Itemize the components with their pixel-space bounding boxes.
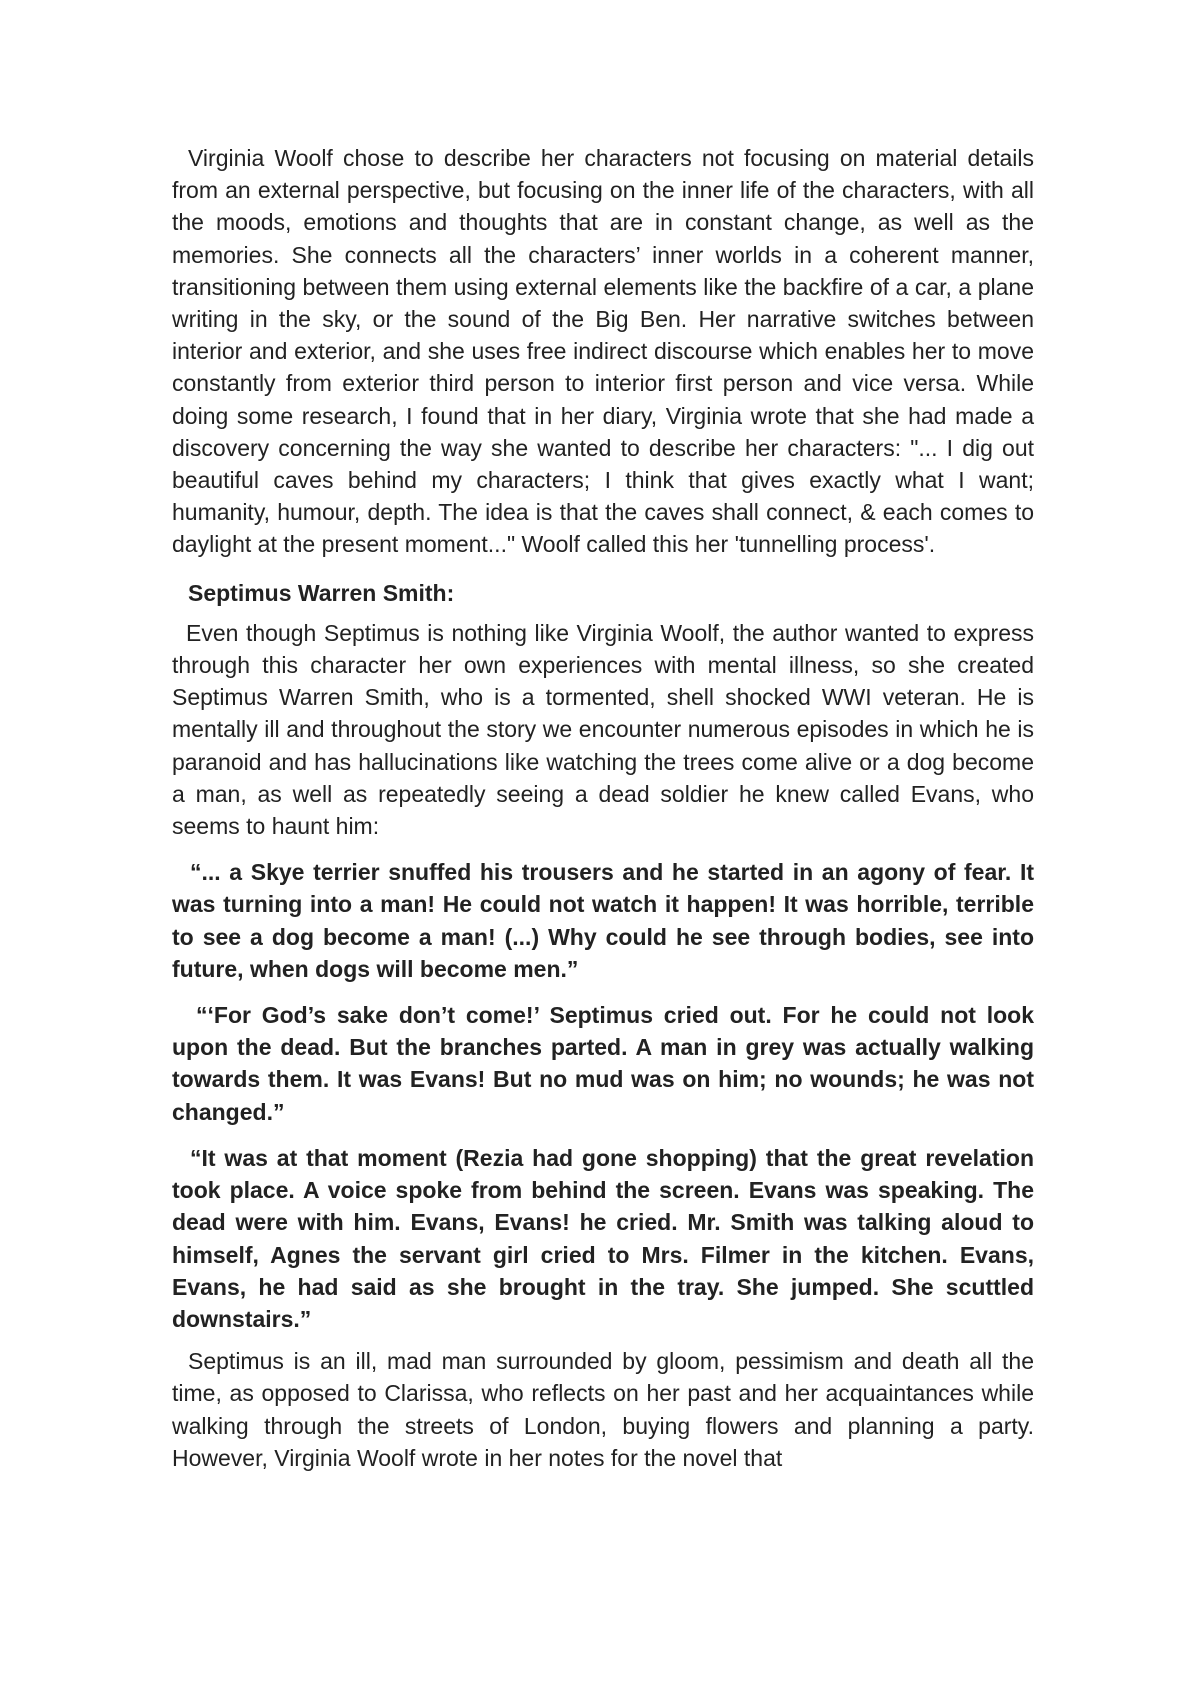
- body-paragraph-comparison: Septimus is an ill, mad man surrounded by gloom, pessimism and death all the time, as opposed to Clarissa, who reflects on her past and her acquaintances while walking through the streets of London, buying flowers and planning a party. However, Virginia Woolf wrote in her notes for the novel that: [172, 1348, 1034, 1471]
- block-quote-terrier: “... a Skye terrier snuffed his trousers and he started in an agony of fear. It was turning into a man! He could not watch it happen! It was horrible, terrible to see a dog become a man! (...) Why could he see through bodies, see into future, when dogs will become men.”: [172, 859, 1034, 982]
- body-paragraph-intro: Virginia Woolf chose to describe her characters not focusing on material details from an external perspective, but focusing on the inner life of the characters, with all the moods, emotions and thoughts that are in constant change, as well as the memories. She connects all the characters’ inner worlds in a coherent manner, transitioning between them using external elements like the backfire of a car, a plane writing in the sky, or the sound of the Big Ben. Her narrative switches between interior and exterior, and she uses free indirect discourse which enables her to move constantly from exterior third person to interior first person and vice versa. While doing some research, I found that in her diary, Virginia wrote that she had made a discovery concerning the way she wanted to describe her characters: "... I dig out beautiful caves behind my characters; I think that gives exactly what I want; humanity, humour, depth. The idea is that the caves shall connect, & each comes to daylight at the present moment..." Woolf called this her 'tunnelling process'.: [172, 145, 1034, 558]
- section-heading: Septimus Warren Smith:: [188, 579, 455, 606]
- block-quote-revelation: “It was at that moment (Rezia had gone shopping) that the great revelation took place. A voice spoke from behind the screen. Evans was speaking. The dead were with him. Evans, Evans! he cried. Mr. Smith was talking aloud to himself, Agnes the servant girl cried to Mrs. Filmer in the kitchen. Evans, Evans, he had said as she brought in the tray. She jumped. She scuttled downstairs.”: [172, 1144, 1034, 1332]
- document-page: [172, 142, 1034, 1474]
- body-paragraph-septimus: Even though Septimus is nothing like Virginia Woolf, the author wanted to express through this character her own experiences with mental illness, so she created Septimus Warren Smith, who is a tormented, shell shocked WWI veteran. He is mentally ill and throughout the story we encounter numerous episodes in which he is paranoid and has hallucinations like watching the trees come alive or a dog become a man, as well as repeatedly seeing a dead soldier he knew called Evans, who seems to haunt him:: [172, 619, 1034, 840]
- block-quote-evans: “‘For God’s sake don’t come!’ Septimus cried out. For he could not look upon the dead. But the branches parted. A man in grey was actually walking towards them. It was Evans! But no mud was on him; no wounds; he was not changed.”: [172, 1002, 1034, 1125]
